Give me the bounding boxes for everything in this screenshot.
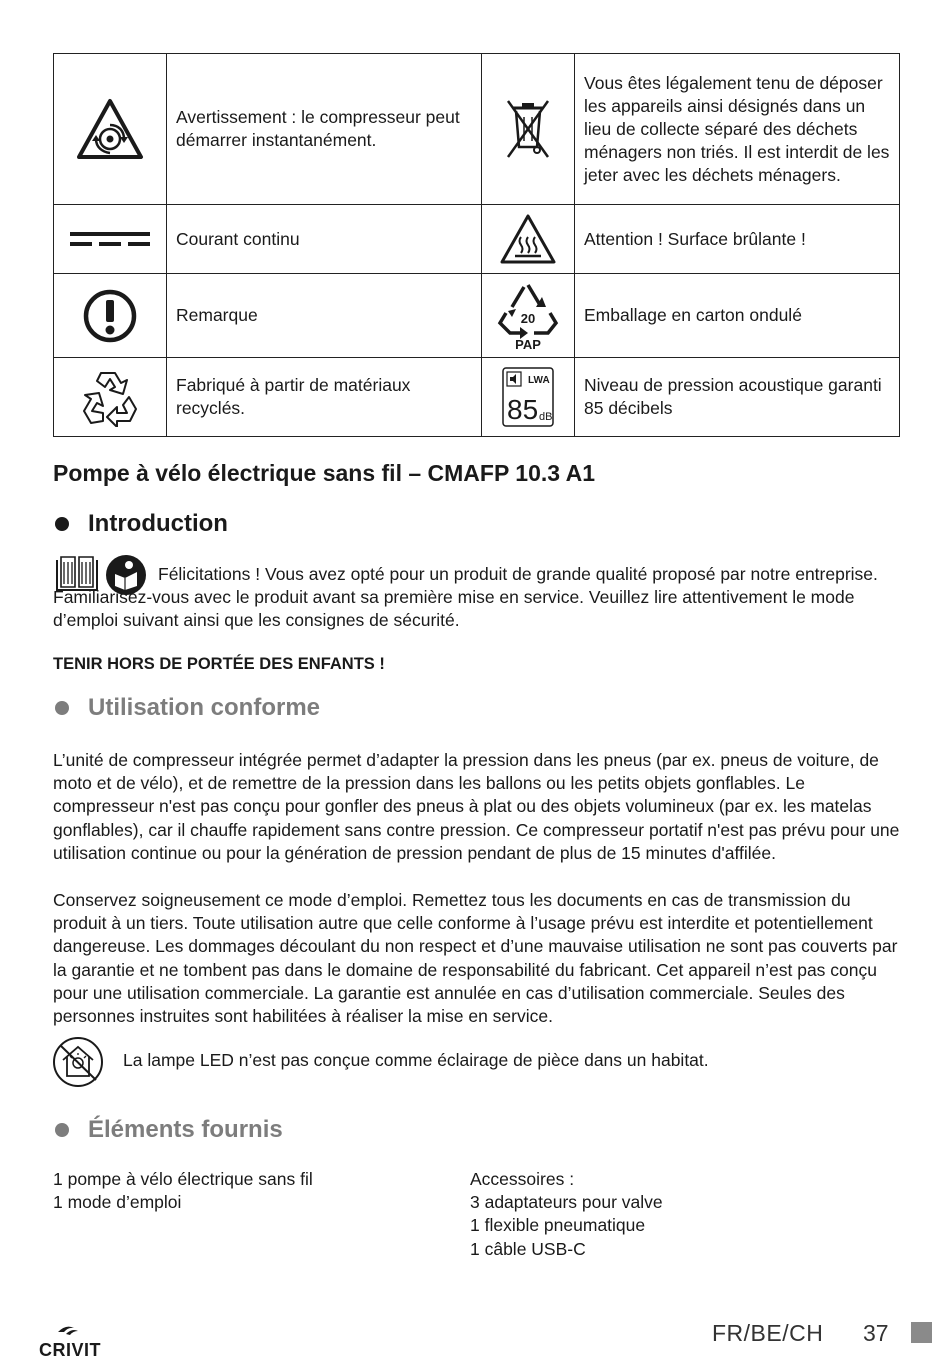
footer-region: FR/BE/CH [712,1320,824,1346]
section-heading-label: Utilisation conforme [88,694,321,721]
lwa-label: LWA [528,375,550,386]
supplied-list-accessories [470,1168,663,1261]
symbols-row [54,274,900,358]
section-heading-intended-use [53,694,320,722]
introduction-paragraph: Félicitations ! Vous avez opté pour un produit de grande qualité proposé par notre entreprise. Familiarisez-vous avec le produit avant sa première mise en service. Veuillez lire attentivement le mode d’emploi suivant ainsi que les consignes de sécurité. [53,564,878,631]
led-note: La lampe LED n’est pas conçue comme éclairage de pièce dans un habitat. [123,1050,709,1070]
symbol-description: Avertissement : le compresseur peut démarrer instantanément. [167,54,482,205]
section-heading-label: Introduction [88,510,228,537]
section-heading-supplied [53,1116,283,1144]
symbol-description: Niveau de pression acoustique garanti 85 décibels [575,358,900,437]
list-title: Accessoires : [470,1169,575,1189]
sound-power-level-icon [482,358,575,437]
intended-use-paragraph-1: L’unité de compresseur intégrée permet d’adapter la pression dans les pneus (par ex. pneus de voiture, de moto et de vélo), et de remettre de la pression dans les ballons ou les petits objets gonflables. Le compresseur n'est pas conçu pour gonfler des pneus à plat ou des objets volumineux (par ex. les matelas gonflables), car il chauffe rapidement sans contre pression. Ce compresseur portatif n'est pas prévu pour une utilisation continue ou pour la génération de pression pendant de plus de 15 minutes d'affilée. [53,750,900,863]
sound-value: 85 [507,394,539,425]
list-item: 3 adaptateurs pour valve [470,1192,663,1213]
symbol-description: Fabriqué à partir de matériaux recyclés. [167,358,482,437]
crossed-bin-weee-icon [482,54,575,205]
notice-exclamation-icon [54,274,167,358]
symbol-description: Attention ! Surface brûlante ! [575,205,900,274]
list-item: 1 câble USB-C [470,1238,586,1259]
intended-use-paragraph-2: Conservez soigneusement ce mode d’emploi. Remettez tous les documents en cas de transmission du produit à un tiers. Toute utilisation autre que celle conforme à l’usage prévu est interdite et potentiellement dangereuse. Les dommages découlant du non respect et d’une mauvaise utilisation ne sont pas couverts par la garantie et ne tombent pas dans le domaine de responsabilité du fabricant. Cet appareil n’est pas conçu pour une utilisation commerciale. La garantie est annulée en cas d’utilisation commerciale. Seules des personnes instruites sont habilitées à réaliser la mise en service. [53,890,898,1027]
list-item: 1 mode d’emploi [53,1192,182,1213]
recycle-code: 20 [520,310,536,326]
symbol-description: Vous êtes légalement tenu de déposer les appareils ainsi désignés dans un lieu de collecte séparé des déchets ménagers non triés. Il est interdit de les jeter avec les déchets ménagers. [575,54,900,205]
recycle-pap-20-icon [482,274,575,358]
not-for-household-lighting-icon [51,1036,105,1093]
brand-name: CRIVIT [39,1340,102,1358]
direct-current-icon [54,205,167,274]
list-item: 1 pompe à vélo électrique sans fil [53,1169,313,1189]
bullet [55,517,69,531]
symbols-table [53,53,900,437]
sound-unit: dB [539,411,553,423]
bullet [55,701,69,715]
product-title: Pompe à vélo électrique sans fil – CMAFP 10.3 A1 [53,460,595,486]
supplied-list-main [53,1168,313,1214]
section-heading-label: Éléments fournis [88,1116,283,1143]
symbols-row [54,54,900,205]
symbol-description: Courant continu [167,205,482,274]
compressor-start-warning-icon [54,54,167,205]
crivit-logo [38,1322,108,1361]
symbols-row [54,358,900,437]
page-number: 37 [863,1320,889,1346]
symbol-description: Emballage en carton ondulé [575,274,900,358]
bullet [55,1123,69,1137]
child-safety-warning: TENIR HORS DE PORTÉE DES ENFANTS ! [53,655,385,673]
list-item: 1 flexible pneumatique [470,1215,646,1236]
section-heading-introduction [53,510,228,538]
symbol-description: Remarque [167,274,482,358]
recycled-materials-icon [54,358,167,437]
recycle-material-label: PAP [515,336,541,351]
symbols-row [54,205,900,274]
footer-marker [911,1322,932,1343]
hot-surface-icon [482,205,575,274]
